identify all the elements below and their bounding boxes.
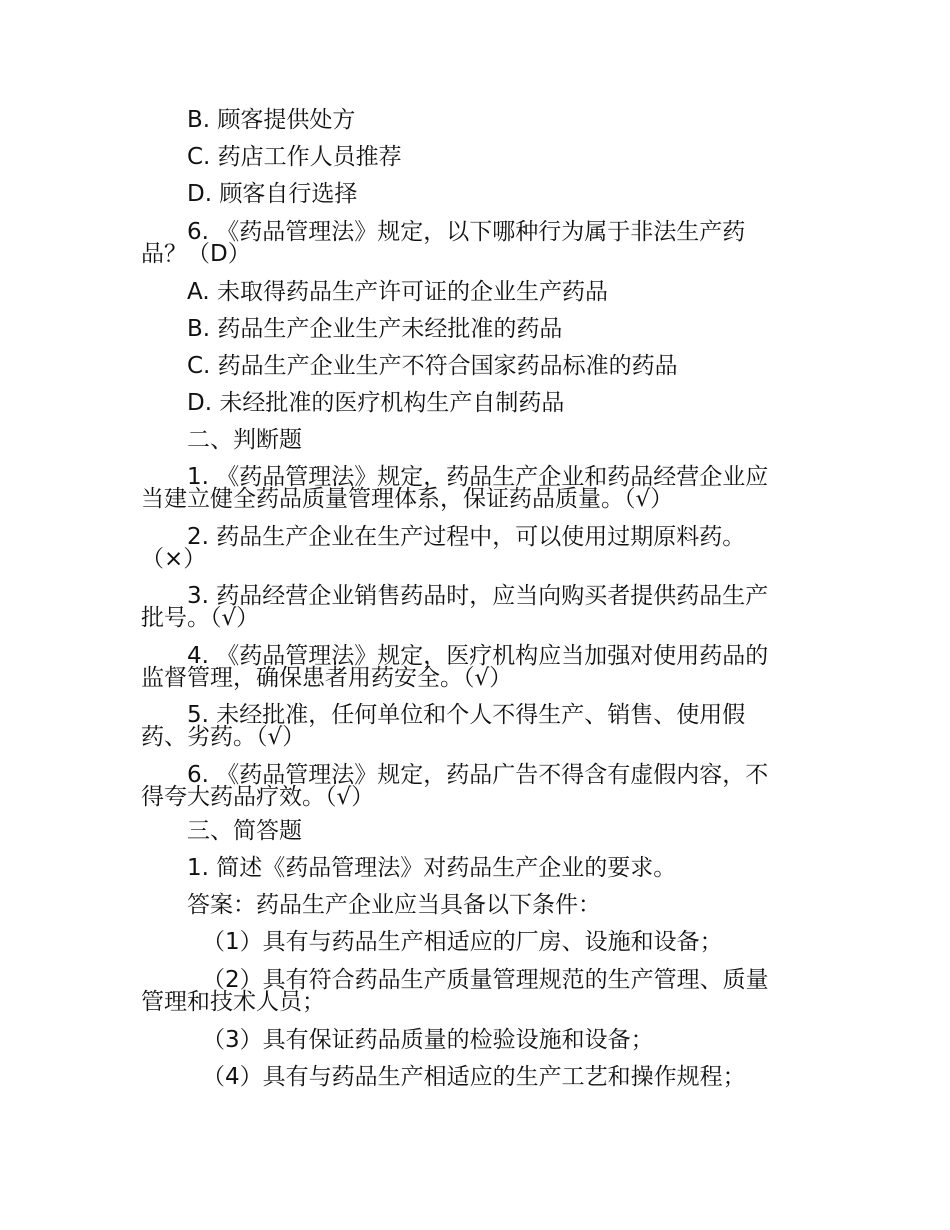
question-6-continuation: 品？（D） <box>141 241 251 267</box>
answer-point-4: （4）具有与药品生产相适应的生产工艺和操作规程； <box>202 1064 746 1090</box>
answer-point-1: （1）具有与药品生产相适应的厂房、设施和设备； <box>202 929 723 955</box>
answer-point-2-continuation: 管理和技术人员； <box>141 989 325 1015</box>
judgment-item-2-continuation: （×） <box>141 546 207 572</box>
short-answer-question-1: 1. 简述《药品管理法》对药品生产企业的要求。 <box>187 855 677 881</box>
question-6-line: 6. 《药品管理法》规定，以下哪种行为属于非法生产药 <box>187 219 746 245</box>
judgment-item-1: 1. 《药品管理法》规定，药品生产企业和药品经营企业应 <box>187 464 769 490</box>
judgment-item-6-continuation: 得夸大药品疗效。（√） <box>141 784 375 810</box>
judgment-item-6: 6. 《药品管理法》规定，药品广告不得含有虚假内容，不 <box>187 762 769 788</box>
option-d-line: D. 顾客自行选择 <box>187 181 358 207</box>
judgment-item-5-continuation: 药、劣药。（√） <box>141 724 306 750</box>
option-c-line: C. 药品生产企业生产不符合国家药品标准的药品 <box>187 353 678 379</box>
section-heading-judgment: 二、判断题 <box>187 427 302 453</box>
option-a-line: A. 未取得药品生产许可证的企业生产药品 <box>187 279 608 305</box>
option-b-line: B. 顾客提供处方 <box>187 107 356 133</box>
judgment-item-4: 4. 《药品管理法》规定，医疗机构应当加强对使用药品的 <box>187 643 769 669</box>
section-heading-short-answer: 三、简答题 <box>187 818 302 844</box>
judgment-item-5: 5. 未经批准，任何单位和个人不得生产、销售、使用假 <box>187 702 746 728</box>
option-d-line: D. 未经批准的医疗机构生产自制药品 <box>187 390 565 416</box>
judgment-item-4-continuation: 监督管理，确保患者用药安全。（√） <box>141 665 513 691</box>
judgment-item-3: 3. 药品经营企业销售药品时，应当向购买者提供药品生产 <box>187 583 769 609</box>
option-c-line: C. 药店工作人员推荐 <box>187 144 402 170</box>
answer-point-2: （2）具有符合药品生产质量管理规范的生产管理、质量 <box>202 967 769 993</box>
judgment-item-3-continuation: 批号。（√） <box>141 605 260 631</box>
option-b-line: B. 药品生产企业生产未经批准的药品 <box>187 316 563 342</box>
answer-intro: 答案：药品生产企业应当具备以下条件： <box>187 892 601 918</box>
answer-point-3: （3）具有保证药品质量的检验设施和设备； <box>202 1027 654 1053</box>
judgment-item-2: 2. 药品生产企业在生产过程中，可以使用过期原料药。 <box>187 524 746 550</box>
judgment-item-1-continuation: 当建立健全药品质量管理体系，保证药品质量。（√） <box>141 486 674 512</box>
